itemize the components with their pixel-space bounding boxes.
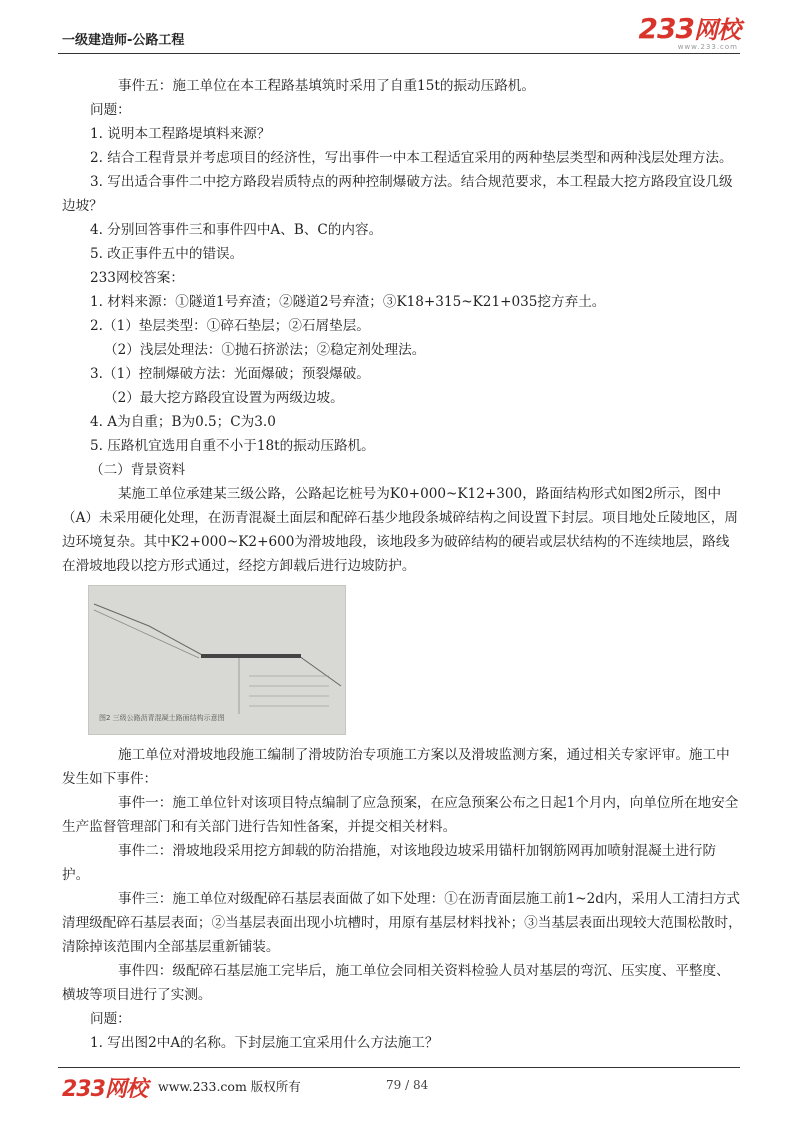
paragraph: 1. 说明本工程路堤填料来源？ [90,126,271,142]
logo-number: 233 [638,12,694,45]
paragraph: 3. 写出适合事件二中挖方路段岩质特点的两种控制爆破方法。结合规范要求，本工程最大挖方路段宜设几级边坡？ [62,174,733,214]
paragraph: 某施工单位承建某三级公路，公路起讫桩号为K0+000~K12+300，路面结构形式如图2所示，图中（A）未采用硬化处理，在沥青混凝土面层和配碎石基少地段条城碎结构之间设置下封层。项目地处丘陵地区，周边环境复杂。其中K2+000~K2+600为滑坡地段，该地段多为破碎结构的硬岩或层状结构的不连续地层，路线在滑坡地段以挖方形式通过，经挖方卸载后进行边坡防护。 [62,486,738,574]
paragraph: （2）最大挖方路段宜设置为两级边坡。 [104,390,344,406]
footer-rule [58,1067,740,1068]
paragraph: 4. A为自重；B为0.5；C为3.0 [90,414,276,430]
paragraph: 3.（1）控制爆破方法：光面爆破；预裂爆破。 [90,366,370,382]
paragraph: 事件三：施工单位对级配碎石基层表面做了如下处理：①在沥青面层施工前1~2d内，采用人工清扫方式清理级配碎石基层表面；②当基层表面出现小坑槽时，用原有基层材料找补；③当基层表面出现较大范围松散时，清除掉该范围内全部基层重新铺装。 [62,891,742,955]
logo-text: 网校 [694,16,740,44]
figure-caption: 图2 三级公路沥青混凝土路面结构示意图 [99,714,225,722]
answer-heading: 233网校答案： [90,270,184,286]
paragraph: 2. 结合工程背景并考虑项目的经济性，写出事件一中本工程适宜采用的两种垫层类型和两种浅层处理方法。 [90,150,733,166]
paragraph: 2.（1）垫层类型：①碎石垫层；②石屑垫层。 [90,318,370,334]
paragraph: 事件一：施工单位针对该项目特点编制了应急预案，在应急预案公布之日起1个月内，向单位所在地安全生产监督管理部门和有关部门进行告知性备案，并提交相关材料。 [62,795,739,835]
document-body [62,74,742,1055]
paragraph: 4. 分别回答事件三和事件四中A、B、C的内容。 [90,222,383,238]
footer-copyright: www.233.com 版权所有 [158,1079,301,1094]
paragraph: 事件四：级配碎石基层施工完毕后，施工单位会同相关资料检验人员对基层的弯沉、压实度、平整度、横坡等项目进行了实测。 [62,963,730,1003]
paragraph: 5. 改正事件五中的错误。 [90,246,244,262]
section-heading: （二）背景资料 [90,462,186,478]
paragraph: （2）浅层处理法：①抛石挤淤法；②稳定剂处理法。 [104,342,426,358]
paragraph: 问题： [90,102,131,118]
paragraph: 问题： [90,1011,131,1027]
header-rule [58,53,740,54]
paragraph: 1. 写出图2中A的名称。下封层施工宜采用什么方法施工？ [90,1035,439,1051]
footer-logo[interactable]: 233网校 [62,1077,147,1102]
logo-url: www.233.com [677,43,738,51]
paragraph: 事件五：施工单位在本工程路基填筑时采用了自重15t的振动压路机。 [118,78,535,94]
road-structure-figure [88,585,346,735]
header-title: 一级建造师-公路工程 [62,33,185,48]
paragraph: 事件二：滑坡地段采用挖方卸载的防治措施，对该地段边坡采用锚杆加钢筋网再加喷射混凝土进行防护。 [62,843,717,883]
page-number: 79 / 84 [386,1078,429,1092]
paragraph: 1. 材料来源：①隧道1号弃渣；②隧道2号弃渣；③K18+315~K21+035挖方弃土。 [90,294,606,310]
paragraph: 施工单位对滑坡地段施工编制了滑坡防治专项施工方案以及滑坡监测方案，通过相关专家评审。施工中发生如下事件： [62,747,730,787]
brand-logo[interactable] [639,12,740,46]
paragraph: 5. 压路机宜选用自重不小于18t的振动压路机。 [90,438,375,454]
